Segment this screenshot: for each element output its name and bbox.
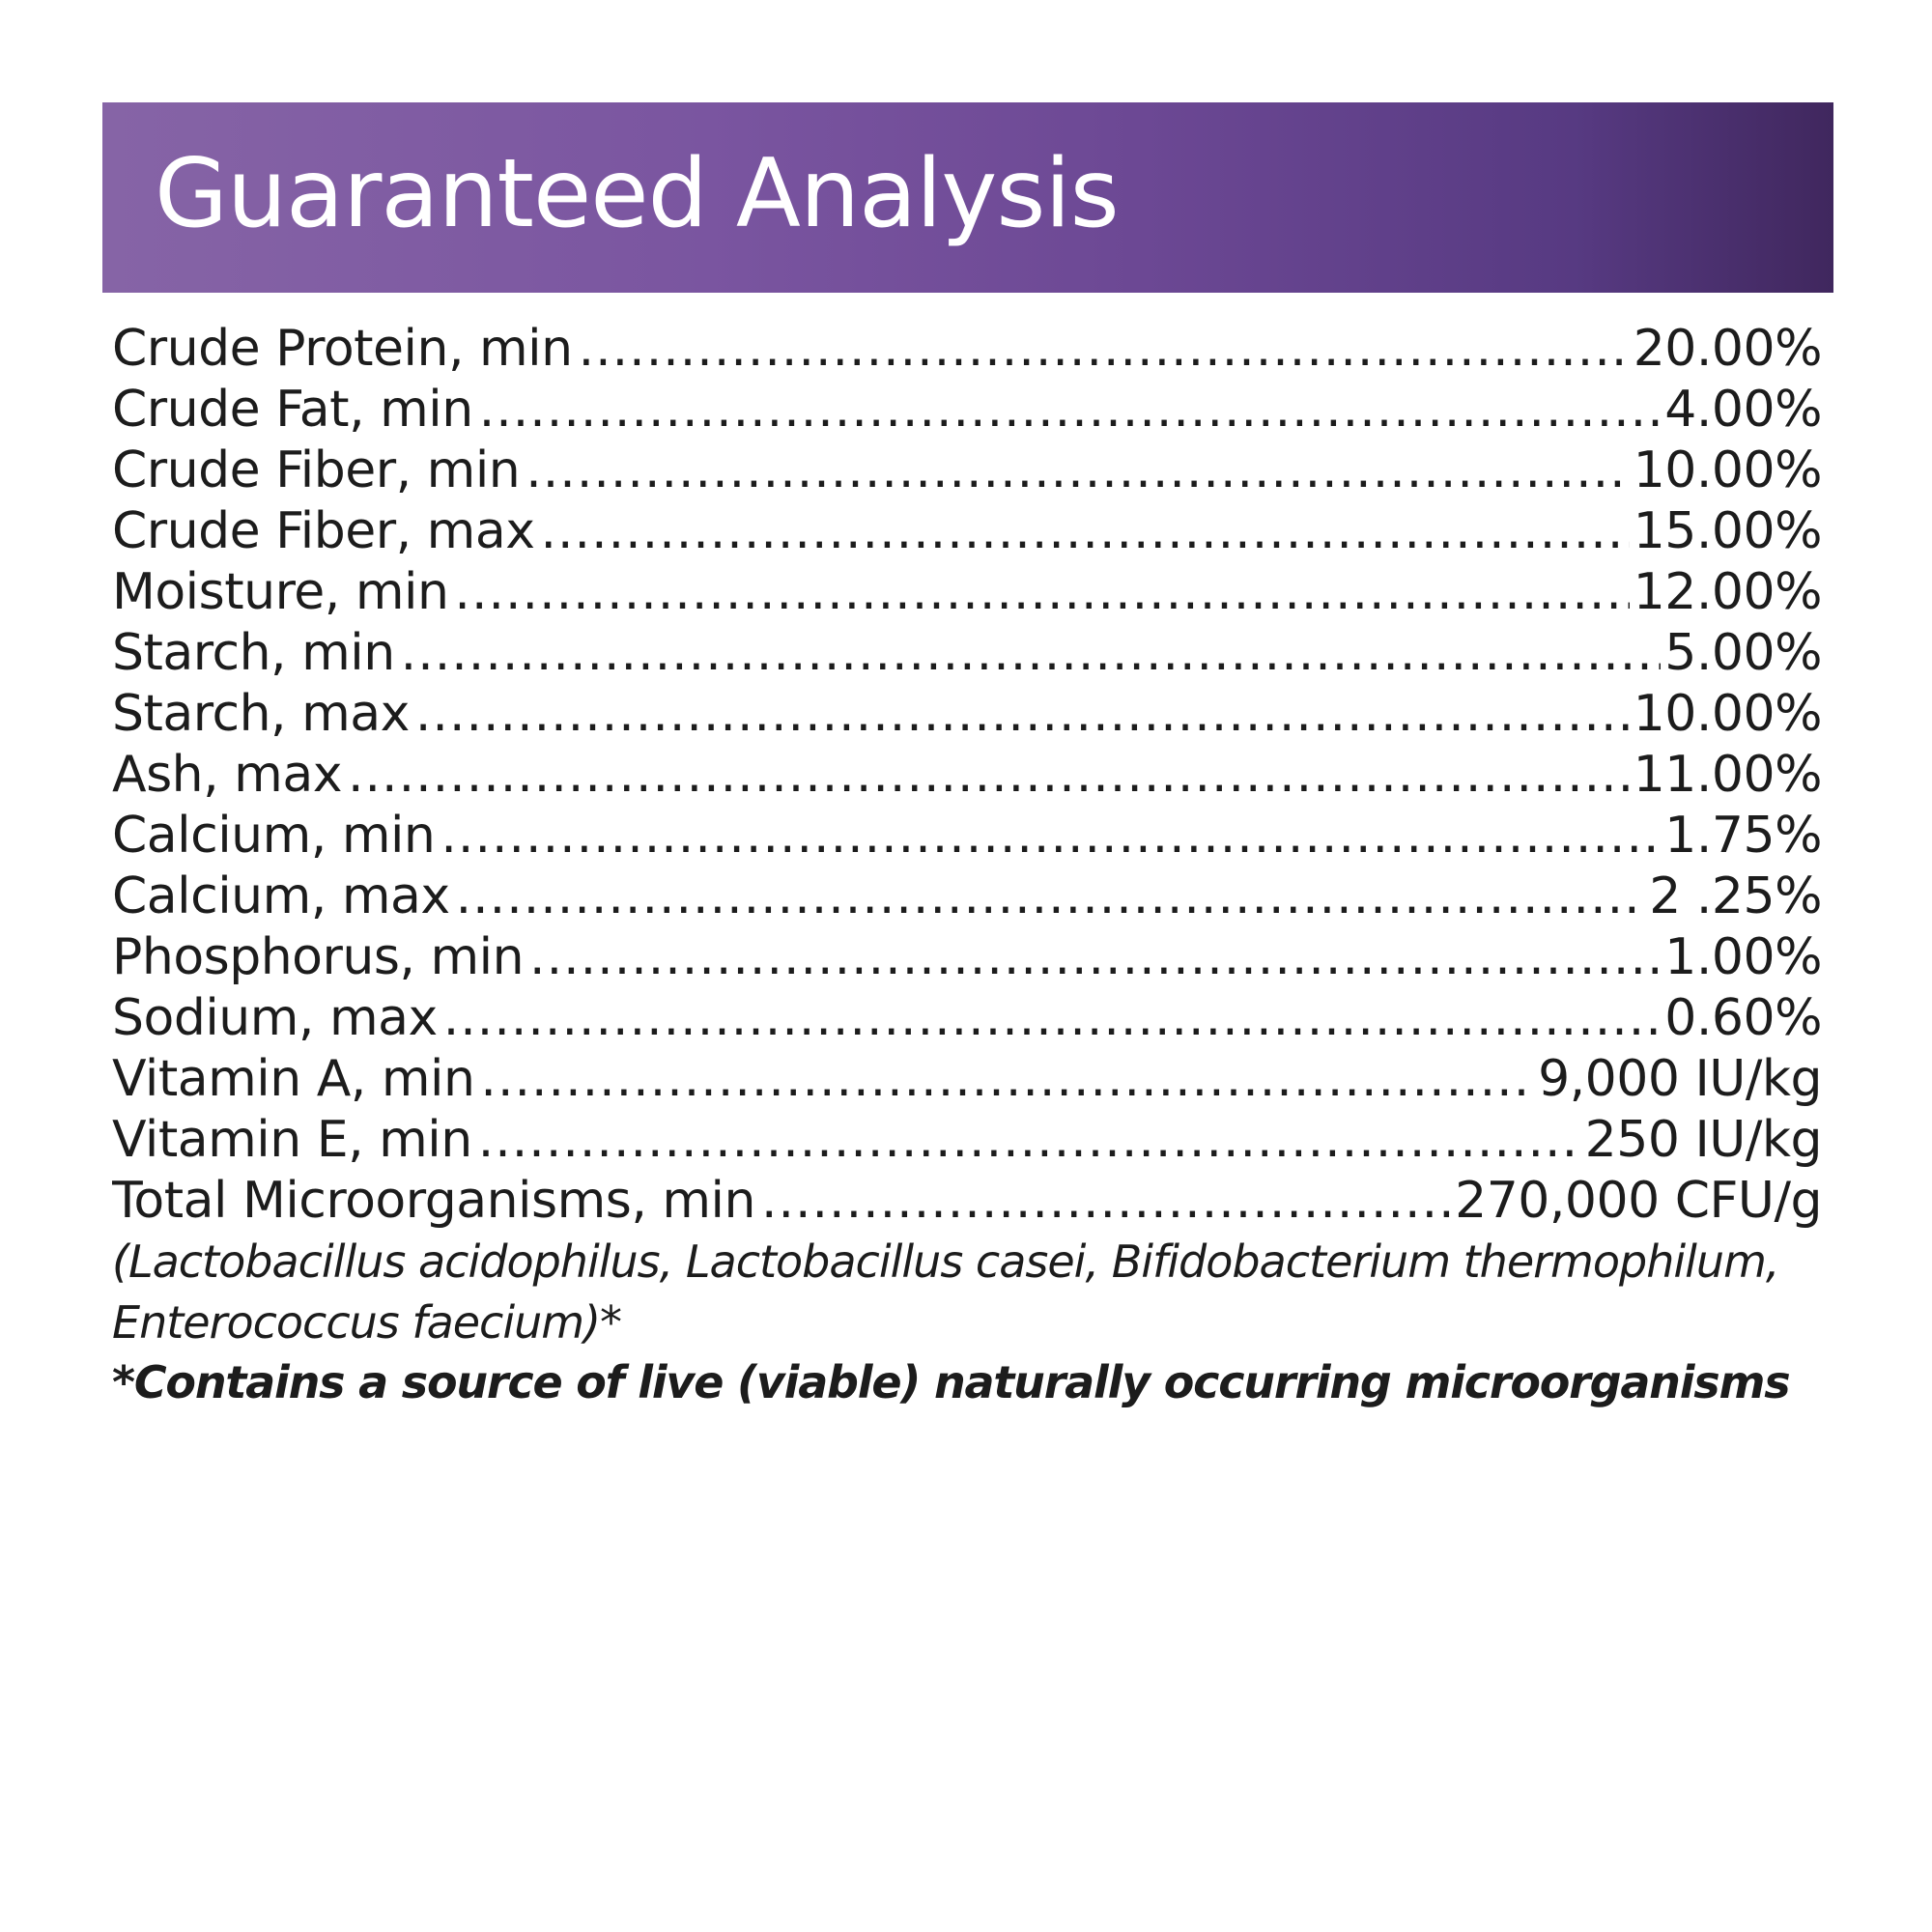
analysis-row-moisture-min	[112, 562, 1822, 623]
row-value: 1.00%	[1664, 928, 1822, 986]
microorganism-species-note-line-2: Enterococcus faecium)*	[112, 1296, 622, 1349]
dot-leader	[443, 988, 1662, 1049]
row-value: 1.75%	[1664, 807, 1822, 865]
row-label: Crude Protein, min	[112, 320, 573, 378]
dot-leader	[440, 806, 1661, 867]
analysis-row-calcium-min	[112, 806, 1822, 867]
analysis-row-phosphorus-min	[112, 927, 1822, 988]
row-value: 10.00%	[1633, 441, 1822, 499]
row-value: 2 .25%	[1649, 867, 1822, 925]
analysis-row-crude-fiber-max	[112, 501, 1822, 562]
dot-leader	[479, 380, 1662, 440]
row-label: Sodium, max	[112, 989, 438, 1047]
row-label: Crude Fiber, min	[112, 441, 521, 499]
dot-leader	[529, 927, 1661, 988]
dot-leader	[456, 867, 1646, 927]
row-label: Calcium, max	[112, 867, 450, 925]
row-label: Phosphorus, min	[112, 928, 525, 986]
row-label: Crude Fiber, max	[112, 502, 535, 560]
row-label: Starch, max	[112, 685, 410, 743]
page-title: Guaranteed Analysis	[155, 139, 1119, 249]
row-value: 5.00%	[1664, 624, 1822, 682]
row-value: 15.00%	[1633, 502, 1822, 560]
row-label: Moisture, min	[112, 563, 449, 621]
row-value: 11.00%	[1633, 746, 1822, 804]
header-band	[102, 102, 1833, 293]
row-value: 12.00%	[1633, 563, 1822, 621]
row-value: 9,000 IU/kg	[1538, 1050, 1822, 1108]
dot-leader	[401, 623, 1662, 684]
row-label: Starch, min	[112, 624, 395, 682]
row-label: Total Microorganisms, min	[112, 1172, 755, 1230]
row-label: Vitamin A, min	[112, 1050, 475, 1108]
row-value: 0.60%	[1664, 989, 1822, 1047]
row-value: 4.00%	[1664, 381, 1822, 439]
analysis-row-vitamin-a-min	[112, 1049, 1822, 1110]
analysis-row-crude-fiber-min	[112, 440, 1822, 501]
row-label: Vitamin E, min	[112, 1111, 472, 1169]
analysis-row-vitamin-e-min	[112, 1110, 1822, 1171]
row-label: Ash, max	[112, 746, 342, 804]
live-microorganisms-footnote: *Contains a source of live (viable) naturally occurring microorganisms	[112, 1356, 1790, 1408]
analysis-row-crude-protein-min	[112, 319, 1822, 380]
analysis-list	[112, 319, 1822, 1232]
dot-leader	[348, 745, 1630, 806]
dot-leader	[480, 1049, 1534, 1110]
analysis-row-calcium-max	[112, 867, 1822, 927]
analysis-row-starch-min	[112, 623, 1822, 684]
row-value: 270,000 CFU/g	[1455, 1172, 1822, 1230]
dot-leader	[478, 1110, 1581, 1171]
analysis-row-ash-max	[112, 745, 1822, 806]
analysis-row-sodium-max	[112, 988, 1822, 1049]
microorganism-species-note-line-1: (Lactobacillus acidophilus, Lactobacillus casei, Bifidobacterium thermophilum,	[112, 1236, 1779, 1288]
dot-leader	[526, 440, 1629, 501]
row-value: 10.00%	[1633, 685, 1822, 743]
analysis-row-crude-fat-min	[112, 380, 1822, 440]
dot-leader	[579, 319, 1630, 380]
row-value: 250 IU/kg	[1584, 1111, 1822, 1169]
row-label: Calcium, min	[112, 807, 436, 865]
row-value: 20.00%	[1633, 320, 1822, 378]
analysis-row-total-microorganisms-min	[112, 1171, 1822, 1232]
row-label: Crude Fat, min	[112, 381, 473, 439]
dot-leader	[415, 684, 1630, 745]
analysis-row-starch-max	[112, 684, 1822, 745]
dot-leader	[540, 501, 1629, 562]
dot-leader	[454, 562, 1629, 623]
dot-leader	[761, 1171, 1451, 1232]
